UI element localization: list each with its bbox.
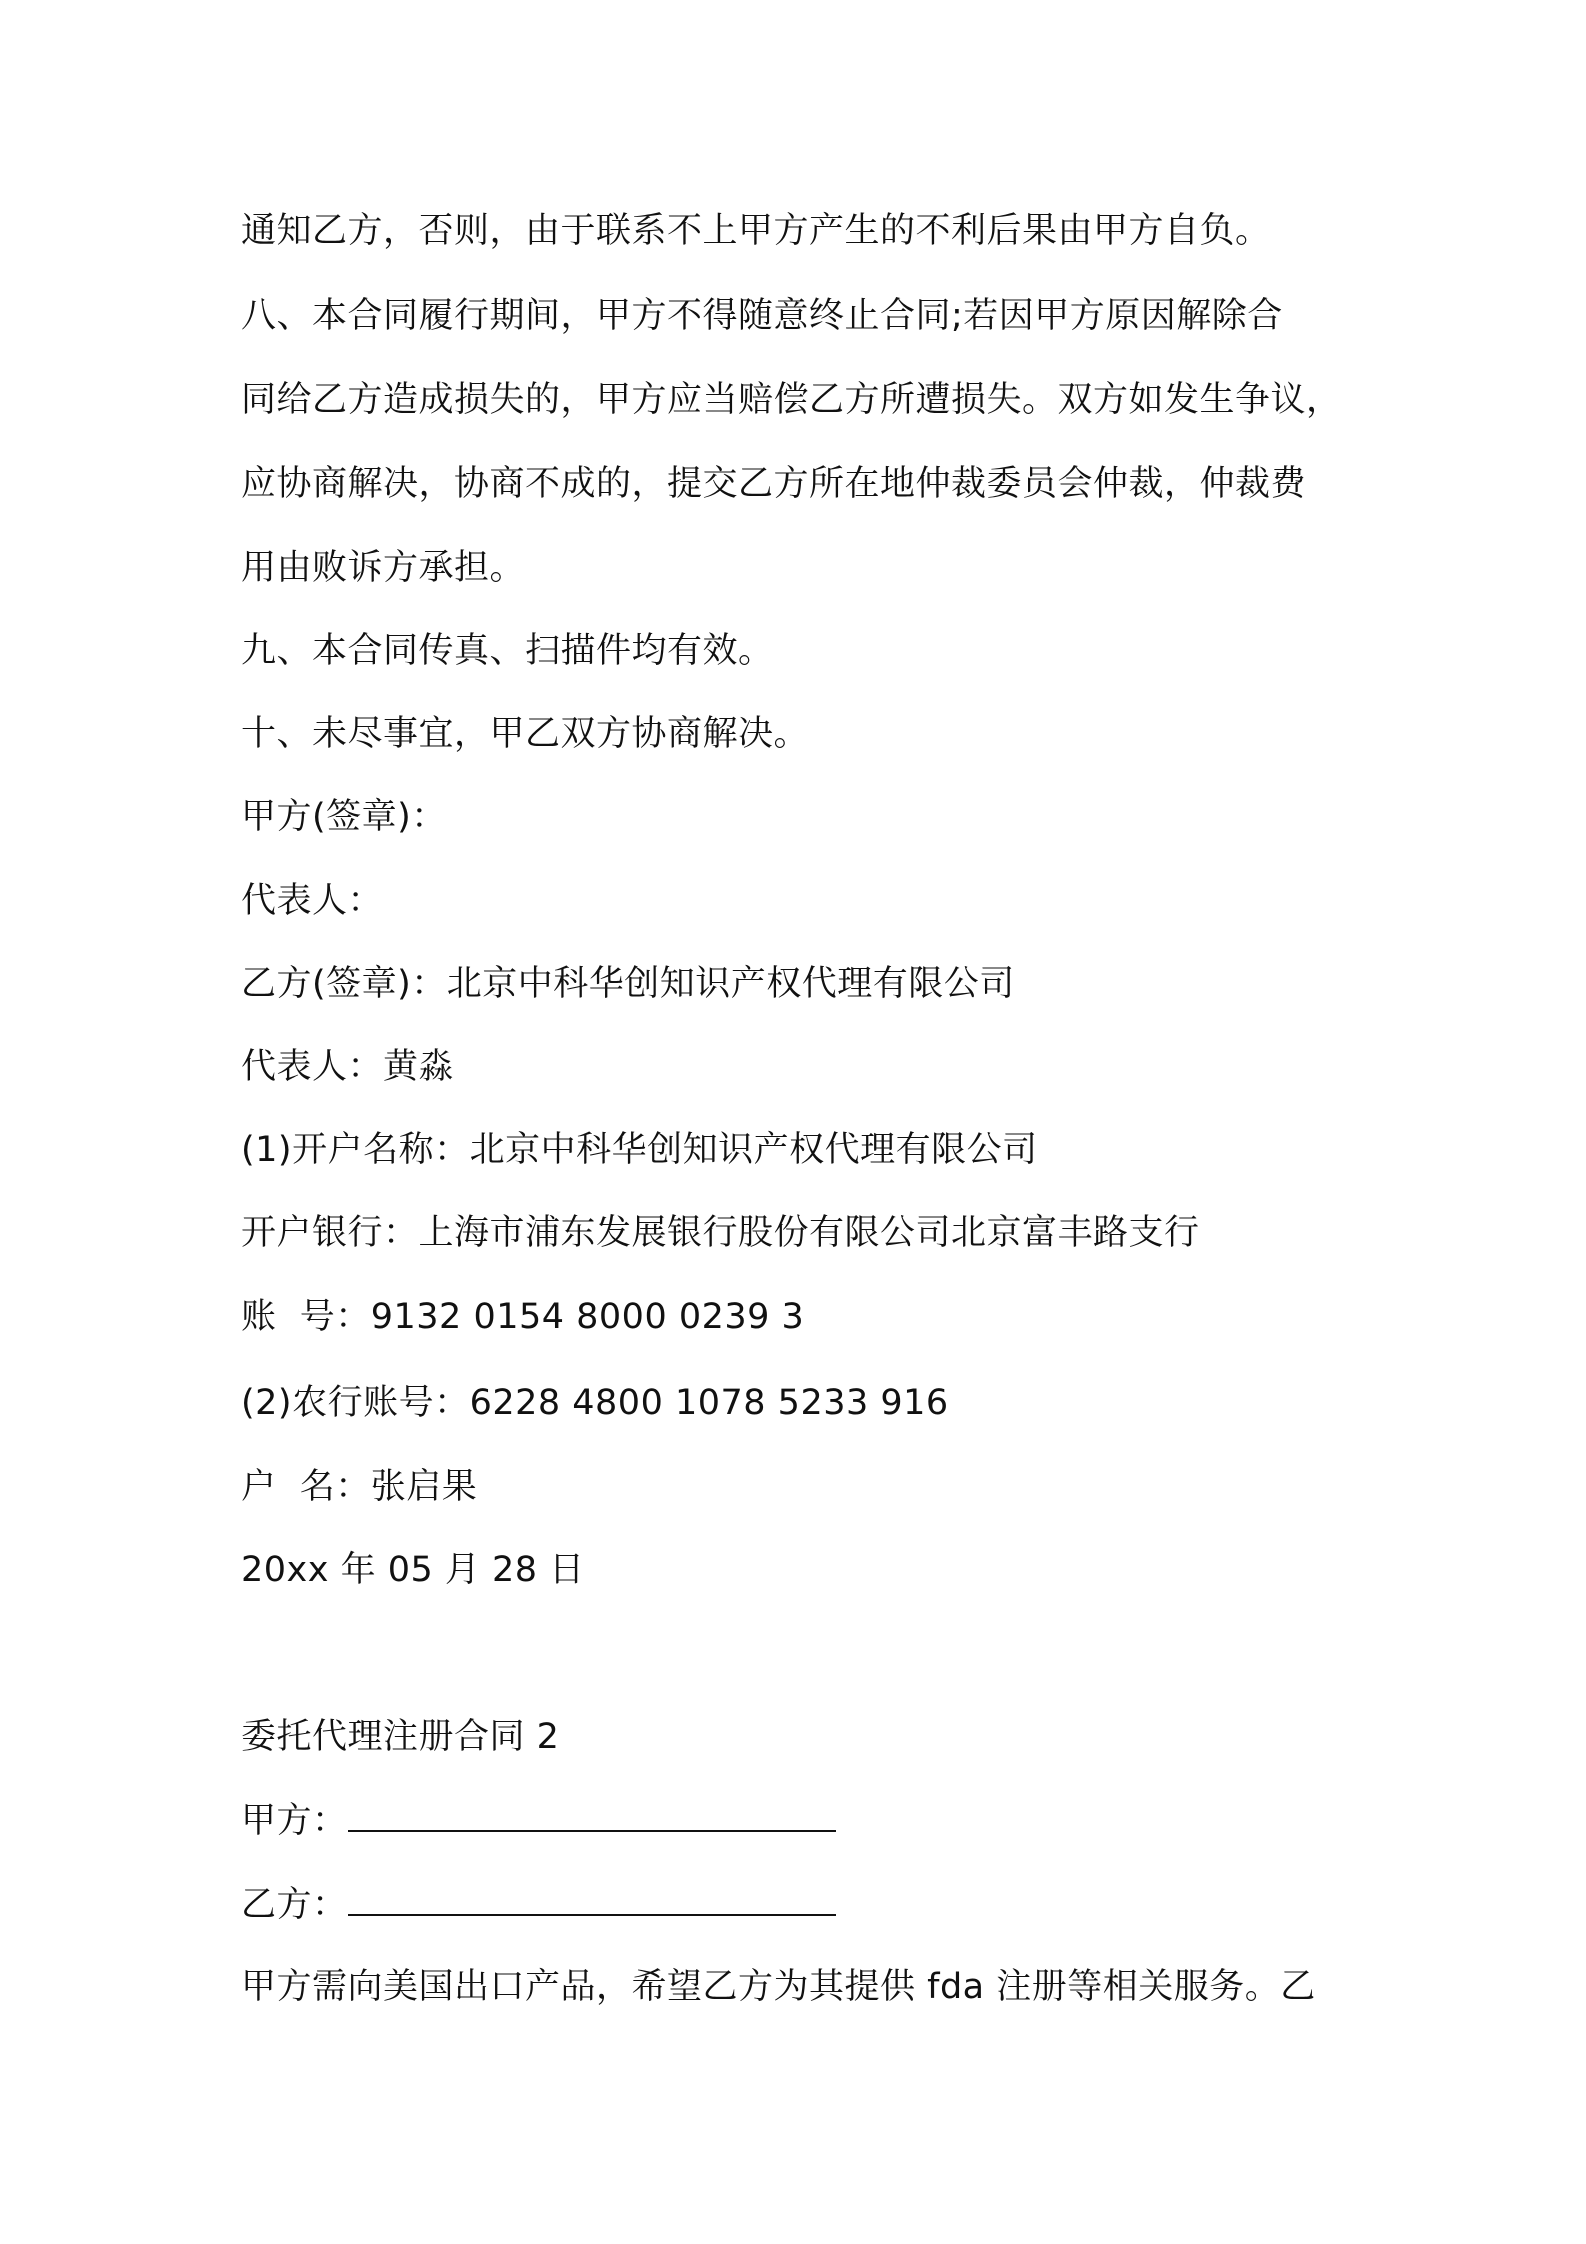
party-b-representative-line: 代表人：黄淼 — [241, 1047, 455, 1087]
clause-8-line: 应协商解决，协商不成的，提交乙方所在地仲裁委员会仲裁，仲裁费 — [241, 464, 1307, 504]
account-number-line: 账 号：9132 0154 8000 0239 3 — [241, 1297, 805, 1337]
paragraph-line: 通知乙方，否则，由于联系不上甲方产生的不利后果由甲方自负。 — [241, 211, 1271, 251]
clause-8-line: 同给乙方造成损失的，甲方应当赔偿乙方所遭损失。双方如发生争议， — [241, 380, 1342, 420]
party-a-blank — [348, 1796, 836, 1832]
contract-2-title: 委托代理注册合同 2 — [241, 1717, 560, 1757]
clause-8-line: 用由败诉方承担。 — [241, 548, 526, 588]
account-holder-line: 户 名：张启果 — [241, 1467, 478, 1507]
paragraph-line: 甲方需向美国出口产品，希望乙方为其提供 fda 注册等相关服务。乙 — [241, 1967, 1316, 2007]
party-b-blank — [348, 1880, 836, 1916]
party-b-signature-line: 乙方(签章)：北京中科华创知识产权代理有限公司 — [241, 964, 1015, 1004]
party-a-representative-line: 代表人： — [241, 881, 384, 921]
party-a-field — [241, 1796, 1361, 1845]
party-a-signature-line: 甲方(签章)： — [241, 797, 447, 837]
party-b-field — [241, 1880, 1361, 1929]
bank-name-line: 开户银行：上海市浦东发展银行股份有限公司北京富丰路支行 — [241, 1213, 1200, 1253]
clause-8-line: 八、本合同履行期间，甲方不得随意终止合同;若因甲方原因解除合 — [241, 296, 1283, 336]
clause-9-line: 九、本合同传真、扫描件均有效。 — [241, 631, 774, 671]
date-line: 20xx 年 05 月 28 日 — [241, 1550, 585, 1590]
party-b-label: 乙方： — [241, 1885, 348, 1925]
clause-10-line: 十、未尽事宜，甲乙双方协商解决。 — [241, 714, 810, 754]
party-a-label: 甲方： — [241, 1801, 348, 1841]
abc-account-line: (2)农行账号：6228 4800 1078 5233 916 — [241, 1383, 949, 1423]
account-name-line: (1)开户名称：北京中科华创知识产权代理有限公司 — [241, 1130, 1038, 1170]
